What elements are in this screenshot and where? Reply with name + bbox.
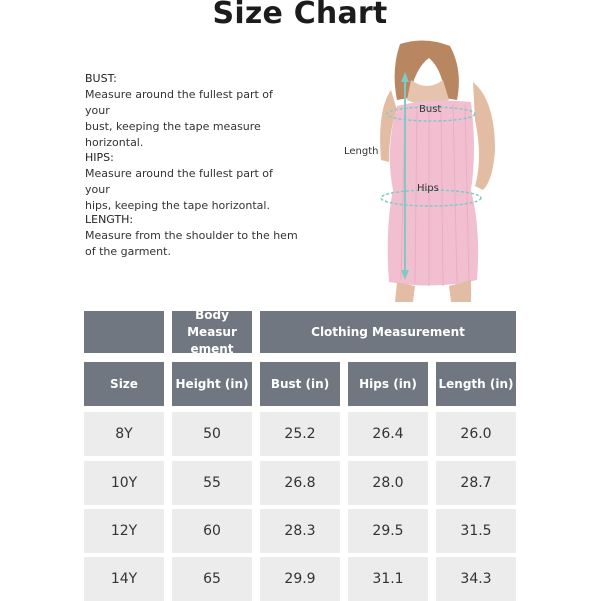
table-cell-height: 65: [172, 557, 252, 601]
bust-instructions: [85, 71, 300, 151]
table-cell-hips: 29.5: [348, 509, 428, 553]
column-header-length: Length (in): [436, 362, 516, 406]
hips-instructions: [85, 150, 300, 214]
table-cell-hips: 26.4: [348, 412, 428, 456]
column-header-height: Height (in): [172, 362, 252, 406]
table-cell-bust: 29.9: [260, 557, 340, 601]
table-cell-height: 55: [172, 461, 252, 505]
bust-line-3: horizontal.: [85, 136, 144, 149]
table-cell-length: 31.5: [436, 509, 516, 553]
bust-heading: BUST:: [85, 72, 117, 85]
hips-heading: HIPS:: [85, 151, 114, 164]
bust-line-1: Measure around the fullest part of your: [85, 88, 273, 117]
column-header-size: Size: [84, 362, 164, 406]
table-cell-length: 26.0: [436, 412, 516, 456]
table-cell-bust: 26.8: [260, 461, 340, 505]
column-header-bust: Bust (in): [260, 362, 340, 406]
hips-label: Hips: [417, 183, 439, 194]
table-cell-length: 34.3: [436, 557, 516, 601]
blank-header-cell: [84, 311, 164, 353]
model-figure: [345, 40, 515, 302]
body-measurement-header: Body Measur ement: [172, 311, 252, 353]
column-header-hips: Hips (in): [348, 362, 428, 406]
bust-line-2: bust, keeping the tape measure: [85, 120, 261, 133]
table-cell-size: 8Y: [84, 412, 164, 456]
length-line-2: of the garment.: [85, 245, 171, 258]
table-cell-height: 50: [172, 412, 252, 456]
bust-label: Bust: [419, 104, 442, 115]
table-cell-size: 14Y: [84, 557, 164, 601]
table-cell-size: 10Y: [84, 461, 164, 505]
table-cell-hips: 28.0: [348, 461, 428, 505]
table-cell-bust: 28.3: [260, 509, 340, 553]
clothing-measurement-header: Clothing Measurement: [260, 311, 516, 353]
length-heading: LENGTH:: [85, 213, 134, 226]
length-line-1: Measure from the shoulder to the hem: [85, 229, 298, 242]
length-label: Length: [344, 146, 379, 157]
table-cell-hips: 31.1: [348, 557, 428, 601]
hips-line-2: hips, keeping the tape horizontal.: [85, 199, 270, 212]
dress-illustration: [345, 40, 515, 302]
table-cell-bust: 25.2: [260, 412, 340, 456]
table-cell-height: 60: [172, 509, 252, 553]
table-cell-size: 12Y: [84, 509, 164, 553]
hips-line-1: Measure around the fullest part of your: [85, 167, 273, 196]
length-instructions: [85, 212, 300, 260]
page-title: Size Chart: [212, 0, 388, 31]
table-cell-length: 28.7: [436, 461, 516, 505]
